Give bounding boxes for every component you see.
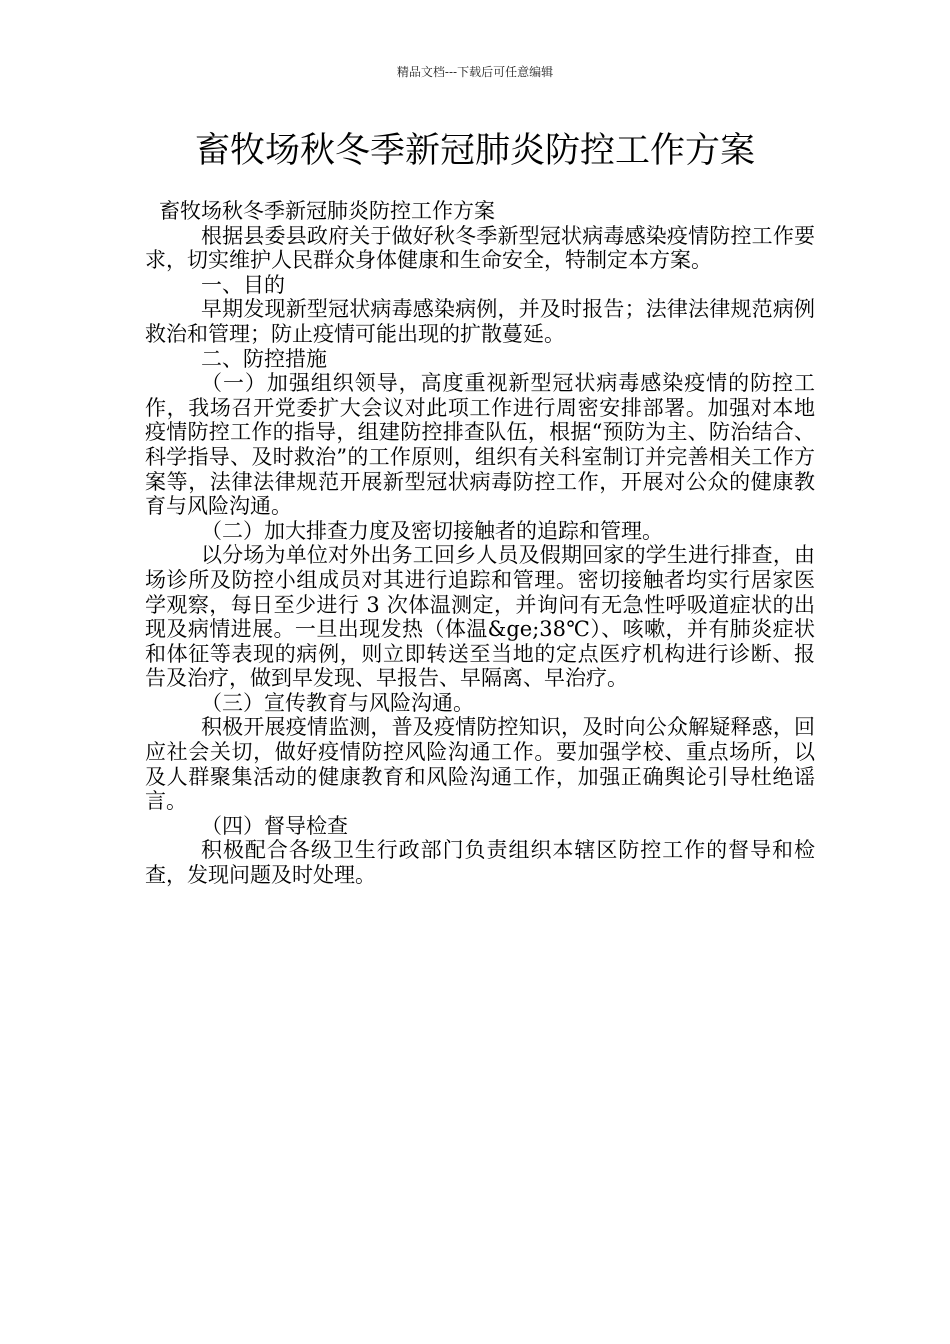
measure-4-paragraph: 积极配合各级卫生行政部门负责组织本辖区防控工作的督导和检查，发现问题及时处理。 [145,838,815,888]
intro-paragraph: 根据县委县政府关于做好秋冬季新型冠状病毒感染疫情防控工作要求，切实维护人民群众身体健康和生命安全，特制定本方案。 [145,223,815,273]
measure-3-heading: （三）宣传教育与风险沟通。 [201,690,474,715]
document-body [145,199,815,888]
page-header: 精品文档---下载后可任意编辑 [396,65,554,79]
purpose-paragraph: 早期发现新型冠状病毒感染病例，并及时报告；法律法律规范病例救治和管理；防止疫情可能出现的扩散蔓延。 [145,297,815,346]
measure-1-paragraph: （一）加强组织领导，高度重视新型冠状病毒感染疫情的防控工作，我场召开党委扩大会议对此项工作进行周密安排部署。加强对本地疫情防控工作的指导，组建防控排查队伍，根据“预防为主、防治结合、科学指导、及时救治”的工作原则，组织有关科室制订并完善相关工作方案等，法律法律规范开展新型冠状病毒防控工作，开展对公众的健康教育与风险沟通。 [145,371,815,519]
document-title: 畜牧场秋冬季新冠肺炎防控工作方案 [194,131,755,171]
document-subtitle: 畜牧场秋冬季新冠肺炎防控工作方案 [159,199,495,223]
measure-3-paragraph: 积极开展疫情监测，普及疫情防控知识，及时向公众解疑释惑，回应社会关切，做好疫情防控风险沟通工作。要加强学校、重点场所，以及人群聚集活动的健康教育和风险沟通工作，加强正确舆论引导杜绝谣言。 [145,715,815,814]
section-heading-purpose: 一、目的 [201,272,285,297]
measure-2-heading: （二）加大排查力度及密切接触者的追踪和管理。 [201,518,663,543]
measure-2-paragraph: 以分场为单位对外出务工回乡人员及假期回家的学生进行排查，由场诊所及防控小组成员对其进行追踪和管理。密切接触者均实行居家医学观察，每日至少进行 3 次体温测定，并询问有无急性呼吸道症状的出现及病情进展。一旦出现发热（体温&ge;38℃）、咳嗽，并有肺炎症状和体征等表现的病例，则立即转送至当地的定点医疗机构进行诊断、报告及治疗，做到早发现、早报告、早隔离、早治疗。 [145,543,815,691]
section-heading-measures: 二、防控措施 [201,346,327,371]
measure-4-heading: （四）督导检查 [201,813,348,838]
